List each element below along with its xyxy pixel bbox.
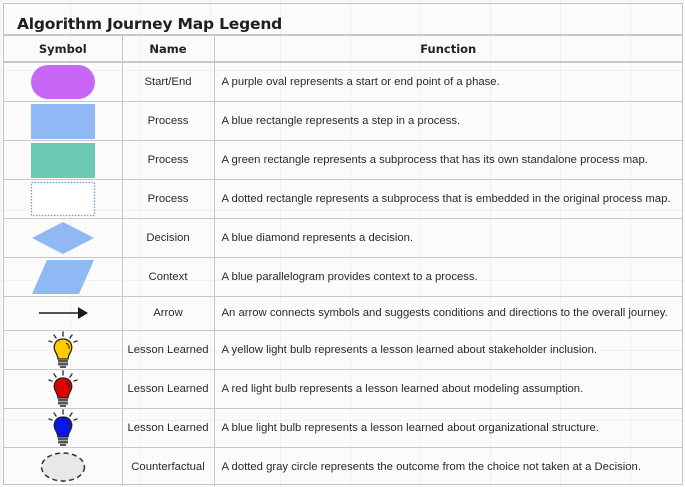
- symbol-name: Process: [122, 101, 214, 140]
- symbol-name: Lesson Learned: [122, 330, 214, 369]
- blue-rectangle-icon: [30, 103, 96, 139]
- header-function: Function: [214, 36, 682, 62]
- symbol-name: Lesson Learned: [122, 408, 214, 447]
- table-row: [4, 408, 682, 447]
- table-row: [4, 179, 682, 218]
- blue-parallelogram-icon: [30, 259, 96, 295]
- table-row: [4, 101, 682, 140]
- symbol-cell: [4, 62, 122, 101]
- symbol-function: A blue diamond represents a decision.: [214, 218, 682, 257]
- purple-oval-icon: [30, 64, 96, 100]
- legend-table: [4, 36, 682, 486]
- table-row: [4, 140, 682, 179]
- table-row: [4, 330, 682, 369]
- symbol-cell: [4, 218, 122, 257]
- dotted-gray-circle-icon: [38, 450, 88, 484]
- symbol-name: Counterfactual: [122, 447, 214, 486]
- symbol-name: Process: [122, 179, 214, 218]
- legend-title: Algorithm Journey Map Legend: [4, 4, 682, 36]
- symbol-cell: [4, 447, 122, 486]
- green-rectangle-icon: [30, 142, 96, 178]
- symbol-function: An arrow connects symbols and suggests conditions and directions to the overall journey.: [214, 296, 682, 330]
- table-row: [4, 447, 682, 486]
- symbol-name: Start/End: [122, 62, 214, 101]
- symbol-name: Arrow: [122, 296, 214, 330]
- symbol-cell: [4, 140, 122, 179]
- dotted-rectangle-icon: [30, 181, 96, 217]
- symbol-name: Context: [122, 257, 214, 296]
- table-row: [4, 62, 682, 101]
- table-row: [4, 218, 682, 257]
- symbol-name: Process: [122, 140, 214, 179]
- symbol-function: A blue parallelogram provides context to a process.: [214, 257, 682, 296]
- symbol-cell: [4, 257, 122, 296]
- header-symbol: Symbol: [4, 36, 122, 62]
- symbol-name: Lesson Learned: [122, 369, 214, 408]
- symbol-function: A green rectangle represents a subprocess that has its own standalone process map.: [214, 140, 682, 179]
- symbol-function: A dotted gray circle represents the outcome from the choice not taken at a Decision.: [214, 447, 682, 486]
- symbol-function: A red light bulb represents a lesson learned about modeling assumption.: [214, 369, 682, 408]
- arrow-icon: [30, 303, 96, 323]
- symbol-function: A purple oval represents a start or end point of a phase.: [214, 62, 682, 101]
- blue-light-bulb-icon: [43, 409, 83, 447]
- table-row: [4, 369, 682, 408]
- symbol-function: A blue rectangle represents a step in a process.: [214, 101, 682, 140]
- blue-diamond-icon: [30, 220, 96, 256]
- symbol-function: A blue light bulb represents a lesson learned about organizational structure.: [214, 408, 682, 447]
- legend-table-container: [3, 3, 683, 485]
- symbol-name: Decision: [122, 218, 214, 257]
- symbol-function: A yellow light bulb represents a lesson learned about stakeholder inclusion.: [214, 330, 682, 369]
- header-row: [4, 36, 682, 62]
- table-row: [4, 296, 682, 330]
- symbol-cell: [4, 296, 122, 330]
- symbol-cell: [4, 330, 122, 369]
- table-row: [4, 257, 682, 296]
- symbol-cell: [4, 369, 122, 408]
- red-light-bulb-icon: [43, 370, 83, 408]
- yellow-light-bulb-icon: [43, 331, 83, 369]
- symbol-cell: [4, 101, 122, 140]
- symbol-function: A dotted rectangle represents a subprocess that is embedded in the original process map.: [214, 179, 682, 218]
- symbol-cell: [4, 408, 122, 447]
- header-name: Name: [122, 36, 214, 62]
- symbol-cell: [4, 179, 122, 218]
